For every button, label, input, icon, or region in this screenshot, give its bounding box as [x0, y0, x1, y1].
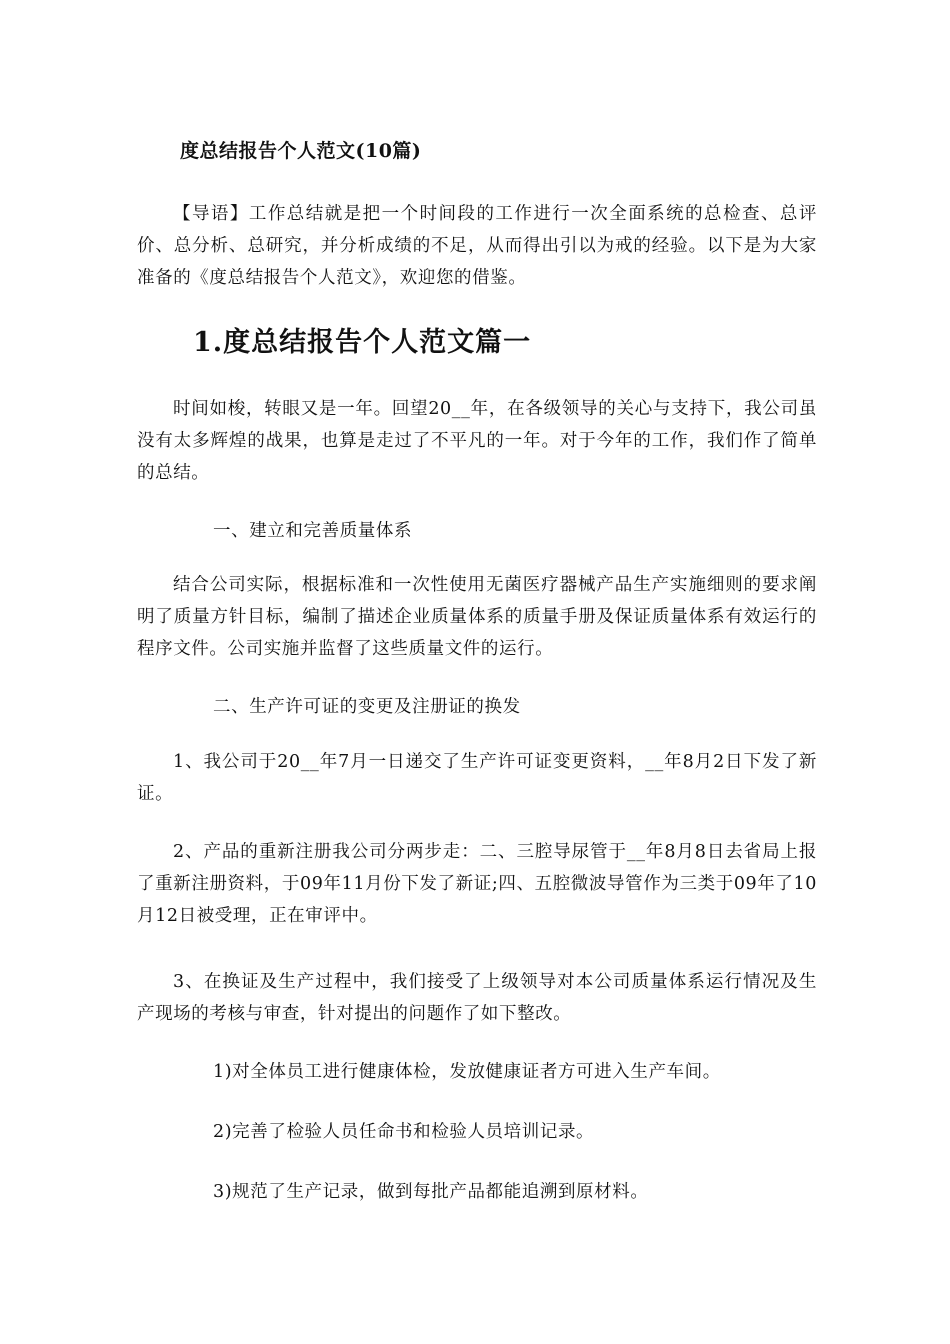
paragraph-3: 1、我公司于20__年7月一日递交了生产许可证变更资料，__年8月2日下发了新证。 [137, 752, 817, 804]
paragraph-1: 时间如梭，转眼又是一年。回望20__年，在各级领导的关心与支持下，我公司虽没有太多辉煌的战果，也算是走过了不平凡的一年。对于今年的工作，我们作了简单的总结。 [137, 399, 817, 483]
section-heading: 1.度总结报告个人范文篇一 [193, 327, 532, 358]
list-item-2: 2)完善了检验人员任命书和检验人员培训记录。 [213, 1122, 595, 1142]
paragraph-2: 结合公司实际，根据标准和一次性使用无菌医疗器械产品生产实施细则的要求阐明了质量方针目标，编制了描述企业质量体系的质量手册及保证质量体系有效运行的程序文件。公司实施并监督了这些质量文件的运行。 [137, 575, 817, 659]
subheading-2: 二、生产许可证的变更及注册证的换发 [213, 697, 521, 717]
paragraph-5: 3、在换证及生产过程中，我们接受了上级领导对本公司质量体系运行情况及生产现场的考核与审查，针对提出的问题作了如下整改。 [137, 972, 817, 1024]
subheading-1: 一、建立和完善质量体系 [213, 521, 413, 541]
list-item-3: 3)规范了生产记录，做到每批产品都能追溯到原材料。 [213, 1182, 649, 1202]
paragraph-4: 2、产品的重新注册我公司分两步走：二、三腔导尿管于__年8月8日去省局上报了重新注册资料，于09年11月份下发了新证;四、五腔微波导管作为三类于09年了10月12日被受理，正在审评中。 [137, 842, 817, 926]
document-title: 度总结报告个人范文(10篇) [180, 140, 422, 162]
intro-paragraph: 【导语】工作总结就是把一个时间段的工作进行一次全面系统的总检查、总评价、总分析、总研究，并分析成绩的不足，从而得出引以为戒的经验。以下是为大家准备的《度总结报告个人范文》，欢迎您的借鉴。 [137, 204, 817, 288]
list-item-1: 1)对全体员工进行健康体检，发放健康证者方可进入生产车间。 [213, 1062, 721, 1082]
